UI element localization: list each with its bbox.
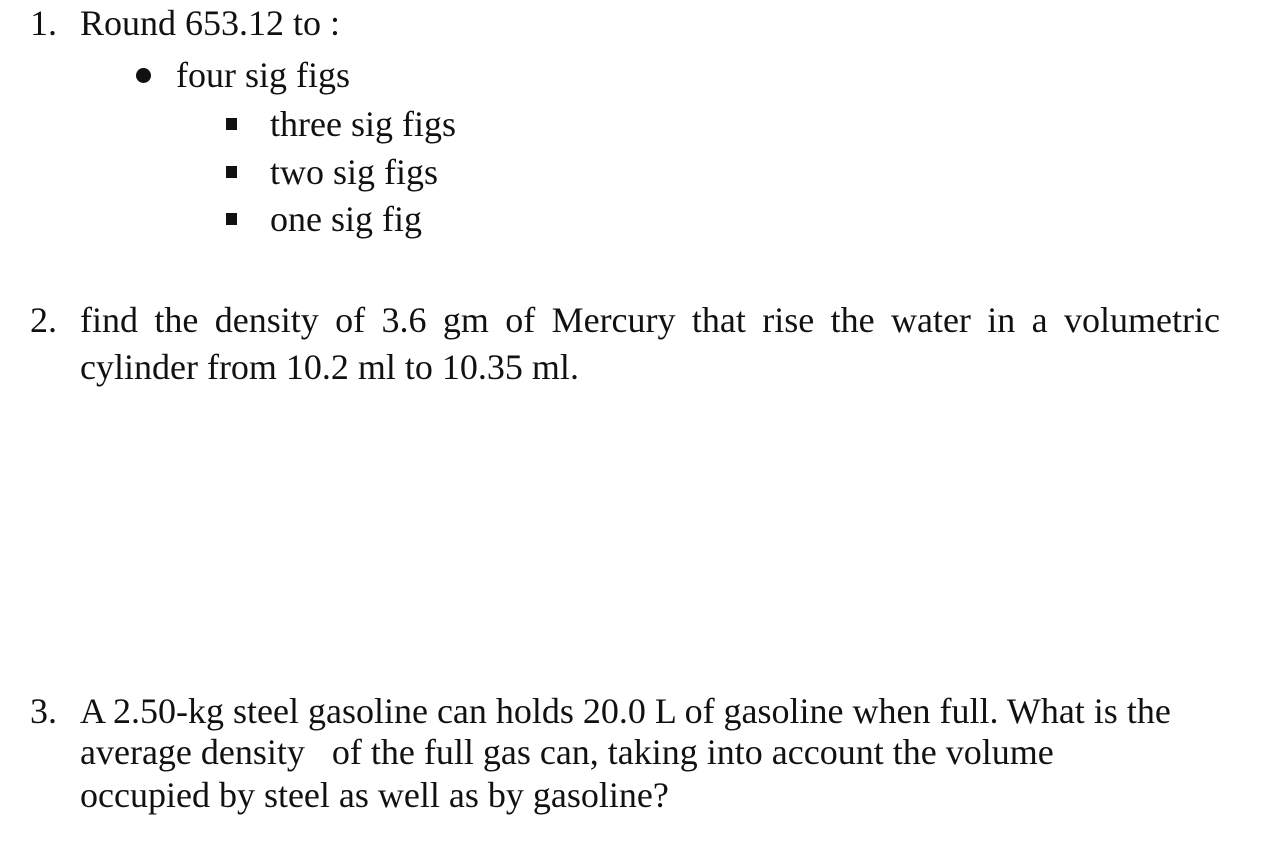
sub-item-three-sig-figs: three sig figs <box>270 104 456 144</box>
bullet-square-icon <box>226 118 237 130</box>
bullet-square-icon <box>226 213 237 225</box>
question-1-text: Round 653.12 to : <box>80 3 341 43</box>
question-3-line-3: occupied by steel as well as by gasoline? <box>80 775 669 815</box>
question-1-number: 1. <box>30 3 57 43</box>
sub-item-one-sig-fig: one sig fig <box>270 199 422 239</box>
question-3-line-2: average density of the full gas can, taking into account the volume <box>80 732 1054 772</box>
sub-item-four-sig-figs: four sig figs <box>176 55 350 95</box>
question-2-line-2: cylinder from 10.2 ml to 10.35 ml. <box>80 347 579 387</box>
question-3-line-1: A 2.50-kg steel gasoline can holds 20.0 L of gasoline when full. What is the <box>80 691 1171 731</box>
question-2-number: 2. <box>30 300 57 340</box>
question-2-line-1: find the density of 3.6 gm of Mercury that rise the water in a volumetric <box>80 300 1220 340</box>
question-3-number: 3. <box>30 691 57 731</box>
bullet-dot-icon <box>136 68 151 83</box>
sub-item-two-sig-figs: two sig figs <box>270 152 439 192</box>
bullet-square-icon <box>226 166 237 178</box>
